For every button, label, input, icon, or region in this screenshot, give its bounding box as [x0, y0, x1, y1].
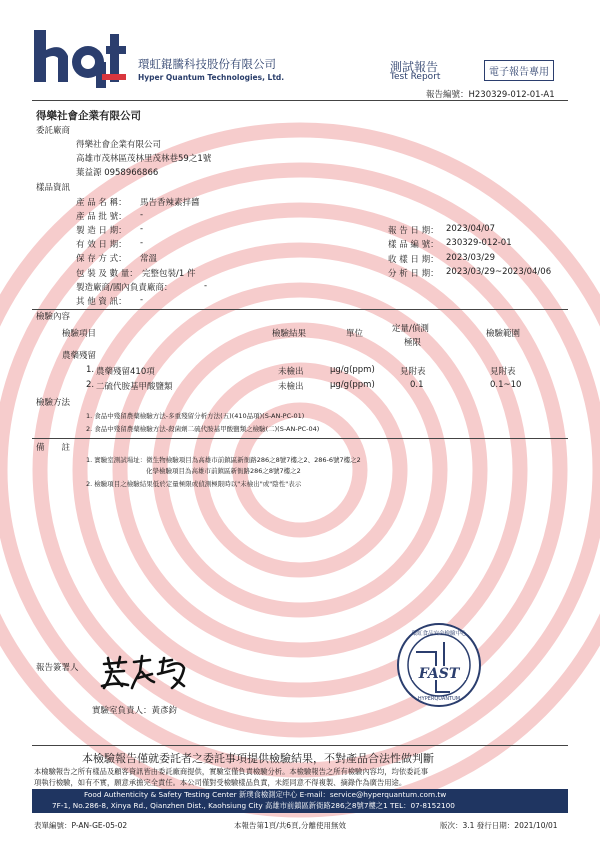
- sample-field-value: 2023/04/07: [446, 224, 495, 234]
- form-number: 表單編號：P-AN-GE-05-02: [34, 821, 128, 830]
- client-name: 得樂社會企業有限公司: [76, 140, 162, 150]
- sample-field-label: 報 告 日 期：: [388, 226, 439, 236]
- test-section-label: 檢驗內容: [36, 312, 71, 322]
- row1-unit: μg/g(ppm): [330, 365, 375, 375]
- sample-field-label: 產 品 名 稱：: [76, 198, 127, 208]
- footer-divider: [32, 745, 568, 746]
- client-contact: 葉益源 0958966866: [76, 168, 159, 178]
- row2-loq: 0.1: [410, 380, 424, 390]
- client-section-label: 委託廠商: [36, 126, 71, 136]
- fast-certification-seal: [396, 622, 482, 708]
- sample-field-label: 產 品 批 號：: [76, 212, 127, 222]
- row2-unit: μg/g(ppm): [330, 380, 375, 390]
- remark-line: 化學檢驗項目為高雄市前鎮區新衙路286之8號7樓之2: [146, 467, 301, 475]
- sample-section-label: 樣品資訊: [36, 183, 71, 193]
- header-item: 檢驗項目: [62, 329, 97, 339]
- company-name-en: Hyper Quantum Technologies, Ltd.: [138, 73, 285, 82]
- sample-field-label: 分 析 日 期：: [388, 269, 439, 279]
- sample-field-label: 保 存 方 式：: [76, 254, 127, 264]
- method-item: 2. 食品中殘留農藥檢驗方法-殺菌劑二硫代胺基甲酸鹽類之檢驗(二)(S-AN-PC-04): [86, 425, 320, 433]
- sample-field-value: -: [140, 238, 144, 248]
- sample-field-label: 有 效 日 期：: [76, 240, 127, 250]
- methods-section-label: 檢驗方法: [36, 398, 71, 408]
- remark-line: 1. 實驗室測試場址：微生物檢驗項目為高雄市前鎮區新衙路286之8號7樓之2、286-6號7樓之2: [86, 456, 361, 464]
- footer-note: 項執行檢驗，如有不實，願意承擔完全責任。本公司僅對受檢驗樣品負責，未經同意不得複製、摘錄作為廣告用途。: [34, 778, 407, 787]
- row2-result: 未檢出: [278, 382, 304, 392]
- report-number: 報告編號：H230329-012-01-A1: [426, 90, 555, 100]
- client-address: 高雄市茂林區茂林里茂林巷59之1號: [76, 154, 212, 164]
- seal-ring-text: 環虹食品安全檢驗中心: [411, 631, 467, 637]
- header-range: 檢驗範圍: [486, 329, 521, 339]
- lab-manager: 實驗室負責人：黃彥鈞: [92, 706, 178, 716]
- page-info: 本報告第1頁/共6頁,分離使用無效: [234, 821, 346, 830]
- company-name-cn: 環虹錕騰科技股份有限公司: [138, 57, 276, 71]
- sample-field-value: -: [140, 210, 144, 220]
- sample-divider: [32, 309, 568, 310]
- electronic-report-stamp: 電子報告專用: [484, 60, 554, 81]
- sample-field-value: -: [140, 295, 144, 305]
- sample-field-label: 包 裝 及 數 量：: [76, 269, 138, 279]
- sample-field-label: 製造廠商/國內負責廠商：: [76, 283, 173, 293]
- row1-range: 見附表: [490, 367, 516, 377]
- remark-line: 2. 檢驗項目之檢驗結果低於定量極限或偵測極限時以"未檢出"或"陰性"表示: [86, 480, 302, 488]
- row1-no: 1.: [86, 365, 95, 375]
- row1-result: 未檢出: [278, 367, 304, 377]
- sample-field-label: 收 樣 日 期：: [388, 255, 439, 265]
- seal-sub-text: HYPERQUANTUM: [417, 696, 461, 702]
- header-unit: 單位: [346, 329, 364, 339]
- row1-loq: 見附表: [400, 367, 426, 377]
- footer-note: 本檢驗報告之所有樣品及顧客資訊皆由委託廠商提供，實驗室僅負責檢驗分析。本檢驗報告之所有檢驗內容均，均依委託事: [34, 767, 429, 776]
- disclaimer: 本檢驗報告僅就委託者之委託事項提供檢驗結果，不對產品合法性做判斷: [82, 752, 434, 765]
- method-item: 1. 食品中殘留農藥檢驗方法-多重殘留分析方法(五)(410品項)(S-AN-PC-01): [86, 412, 305, 420]
- sample-field-value: 完整包裝/1 件: [142, 269, 196, 279]
- header-loq-top: 定量/偵測: [392, 324, 429, 334]
- sample-field-value: -: [140, 224, 144, 234]
- handwritten-signature: [98, 652, 190, 692]
- remarks-section-label: 備 註: [36, 443, 71, 453]
- report-title-cn: 測試報告: [390, 60, 439, 74]
- seal-fast-text: FAST: [418, 666, 460, 682]
- footer-contact: Food Authenticity & Safety Testing Center 新璞食檢測定中心 E-mail：service@hyperquantum.com.tw: [84, 790, 447, 799]
- sample-field-label: 其 他 資 訊：: [76, 297, 127, 307]
- row2-range: 0.1~10: [490, 380, 522, 390]
- header-loq-bottom: 極限: [404, 338, 422, 348]
- test-category: 農藥殘留: [62, 351, 97, 361]
- header-result: 檢驗結果: [272, 329, 307, 339]
- sample-field-label: 製 造 日 期：: [76, 226, 127, 236]
- sample-field-value: -: [204, 281, 208, 291]
- row1-item: 農藥殘留410項: [96, 367, 155, 377]
- methods-divider: [32, 438, 568, 439]
- sample-field-label: 樣 品 編 號：: [388, 240, 439, 250]
- sample-field-value: 2023/03/29: [446, 253, 495, 263]
- version-info: 版次：3.1 發行日期：2021/10/01: [440, 821, 558, 830]
- client-name-bold: 得樂社會企業有限公司: [36, 110, 141, 122]
- row2-item: 二硫代胺基甲酸鹽類: [96, 382, 173, 392]
- sample-field-value: 常溫: [140, 254, 158, 264]
- sample-field-value: 2023/03/29~2023/04/06: [446, 267, 552, 277]
- signatory-label: 報告簽署人: [36, 663, 79, 673]
- report-title-en: Test Report: [390, 72, 441, 82]
- footer-address: 7F-1, No.286-8, Xinya Rd., Qianzhen Dist., Kaohsiung City 高雄市前鎮區新衙路286之8號7樓之1 TEL：07-8152100: [52, 801, 455, 810]
- header-divider: [32, 100, 568, 101]
- row2-no: 2.: [86, 380, 95, 390]
- sample-field-value: 230329-012-01: [446, 238, 512, 248]
- sample-field-value: 馬告香辣素拌醬: [140, 198, 200, 208]
- company-logo: [32, 26, 130, 90]
